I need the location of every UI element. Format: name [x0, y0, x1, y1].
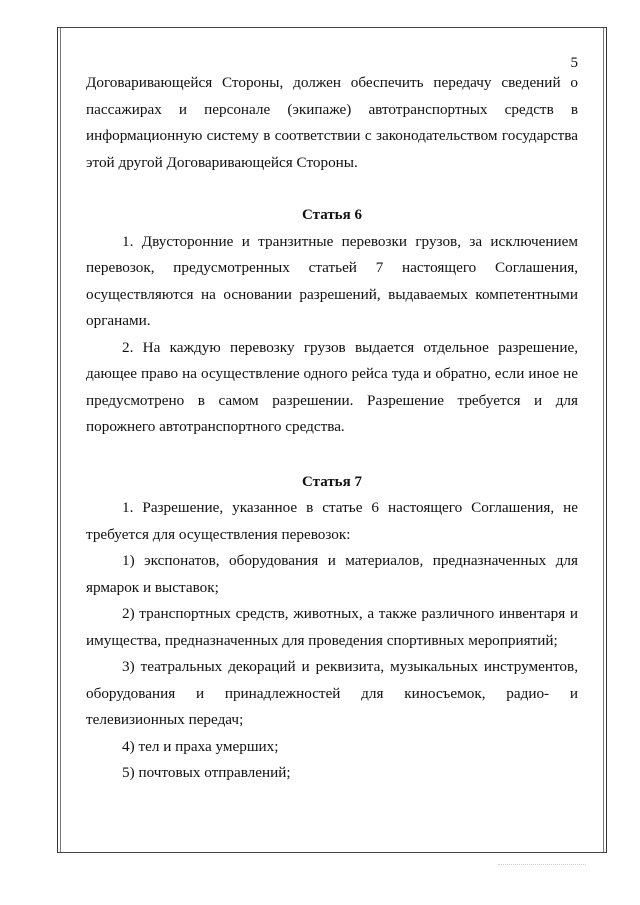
article-6-paragraph-1: 1. Двусторонние и транзитные перевозки грузов, за исключением перевозок, предусмотренных статьей 7 настоящего Соглашения, осуществляются на основании разрешений, выдаваемых компетентными органами. [86, 232, 578, 329]
article-7-item-2: 2) транспортных средств, животных, а также различного инвентаря и имущества, предназначенных для проведения спортивных мероприятий; [86, 605, 578, 649]
spacer [86, 176, 578, 202]
scan-artifact [498, 864, 586, 867]
spacer [86, 441, 578, 469]
article-7-paragraph-1: 1. Разрешение, указанное в статье 6 настоящего Соглашения, не требуется для осуществления перевозок: [86, 499, 578, 543]
article-7-item-5: 5) почтовых отправлений; [122, 764, 291, 781]
article-7-item-4: 4) тел и праха умерших; [122, 737, 279, 755]
article-6-paragraph-2: 2. На каждую перевозку грузов выдается отдельное разрешение, дающее право на осуществление одного рейса туда и обратно, если иное не предусмотрено в самом разрешении. Разрешение требуется и для порожнего автотранспортного средства. [86, 338, 578, 435]
page-number: 5 [570, 55, 578, 71]
article-7-item-3: 3) театральных декораций и реквизита, музыкальных инструментов, оборудования и принадлежностей для киносъемок, радио- и телевизионных передач; [86, 658, 578, 728]
article-7-heading: Статья 7 [302, 473, 362, 490]
article-7-item-1: 1) экспонатов, оборудования и материалов, предназначенных для ярмарок и выставок; [86, 552, 578, 596]
document-body [86, 70, 578, 787]
article-6-heading: Статья 6 [302, 207, 362, 223]
intro-paragraph: Договаривающейся Стороны, должен обеспечить передачу сведений о пассажирах и персонале (экипаже) автотранспортных средств в информационную систему в соответствии с законодательством государства этой другой Договаривающейся Стороны. [86, 74, 578, 171]
